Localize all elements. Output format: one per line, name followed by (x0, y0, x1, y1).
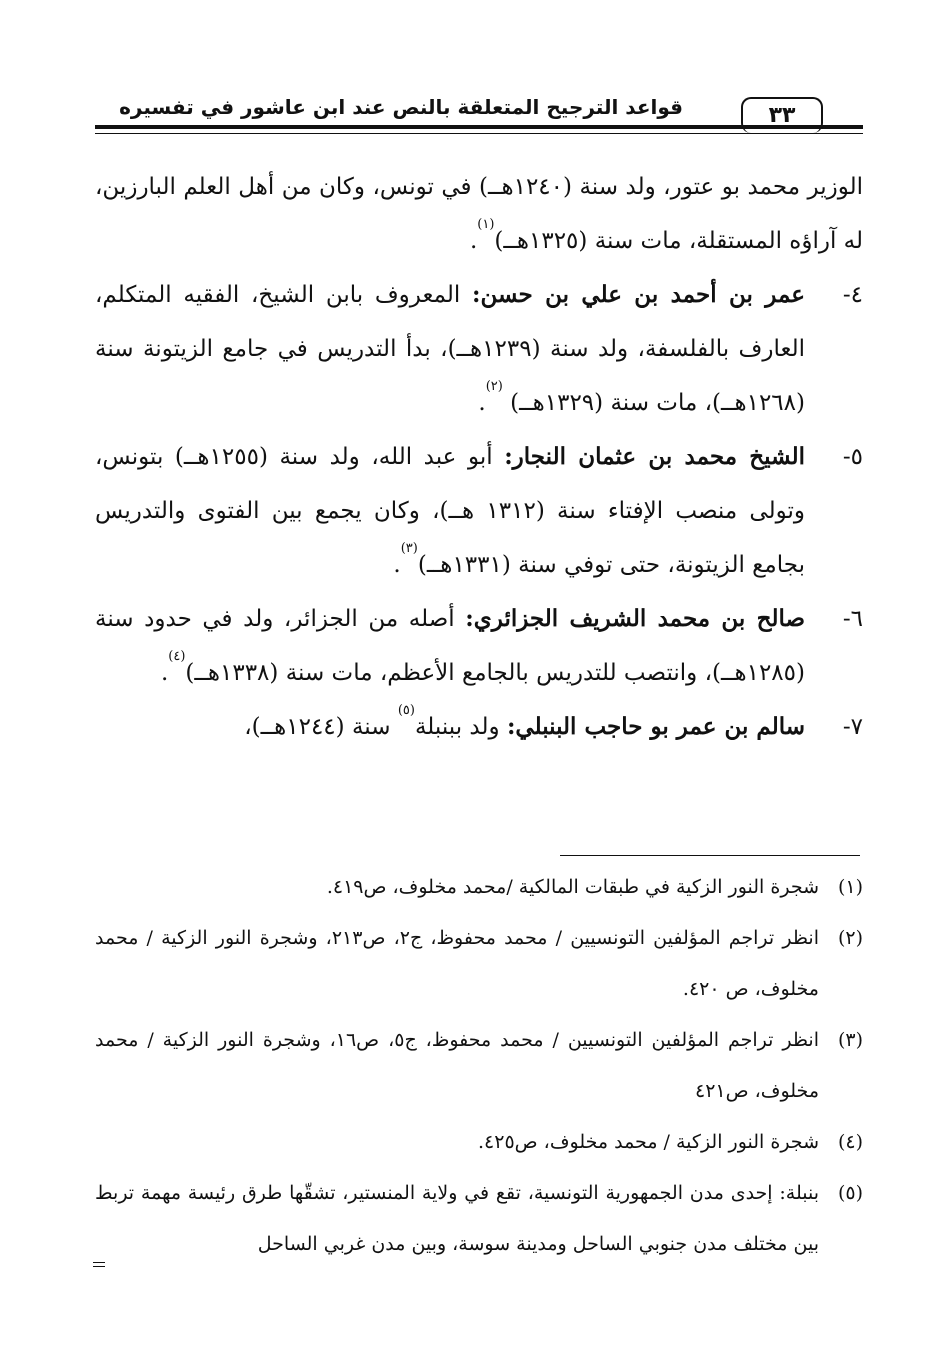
footnote-text: بنبلة: إحدى مدن الجمهورية التونسية، تقع في ولاية المنستير، تشقّها طرق رئيسة مهمة تربط بين مختلف مدن جنوبي الساحل ومدينة سوسة، وبين مدن غربي الساحل (95, 1182, 819, 1255)
entry-number: ٦- (842, 606, 863, 632)
footnote-3 (95, 1015, 863, 1117)
entry-end: . (160, 660, 169, 686)
page-header (95, 95, 863, 155)
entry-text: ولد ببنبلة (414, 714, 507, 740)
footnotes (95, 862, 863, 1270)
footnote-label: (٥) (837, 1182, 863, 1204)
intro-text: الوزير محمد بو عتور، ولد سنة (١٢٤٠هــ) في تونس، وكان من أهل العلم البارزين، له آراؤه المستقلة، مات سنة (١٣٢٥هــ) (95, 174, 863, 254)
footnote-label: (٤) (837, 1131, 863, 1153)
biography-entry-4 (95, 268, 863, 430)
running-title: قواعد الترجيح المتعلقة بالنص عند ابن عاشور في تفسيره (119, 95, 683, 119)
entry-text: المعروف بابن الشيخ، الفقيه المتكلم، العارف بالفلسفة، ولد سنة (١٢٣٩هــ)، بدأ التدريس في جامع الزيتونة سنة (١٢٦٨هــ)، مات سنة (١٣٢٩هــ) (95, 282, 805, 416)
footnote-ref-4[interactable]: (٤) (168, 649, 186, 664)
entry-number: ٧- (842, 714, 863, 740)
continuation-mark (93, 1266, 105, 1267)
footnote-4 (95, 1117, 863, 1168)
entry-name: صالح بن محمد الشريف الجزائري: (465, 605, 806, 632)
entry-text: أصله من الجزائر، ولد في حدود سنة (١٢٨٥هــ)، وانتصب للتدريس بالجامع الأعظم، مات سنة (١٣٣٨هــ) (95, 606, 805, 686)
entry-end: سنة (١٢٤٤هــ)، (244, 714, 398, 740)
header-rule-thin (95, 133, 863, 134)
body-text (95, 160, 863, 754)
footnote-ref-3[interactable]: (٣) (400, 541, 418, 556)
footnote-text: انظر تراجم المؤلفين التونسيين / محمد محفوظ، ج٥، ص١٦، وشجرة النور الزكية / محمد مخلوف، ص٤٢١ (95, 1029, 819, 1102)
entry-number: ٥- (842, 444, 863, 470)
entry-number: ٤- (842, 282, 863, 308)
continuation-mark (93, 1262, 105, 1263)
biography-entry-5 (95, 430, 863, 592)
footnote-ref-1[interactable]: (١) (477, 217, 495, 232)
intro-paragraph (95, 160, 863, 268)
entry-end: . (393, 552, 401, 578)
footnote-label: (٢) (837, 927, 863, 949)
footnote-label: (٣) (837, 1029, 863, 1051)
footnote-text: انظر تراجم المؤلفين التونسيين / محمد محفوظ، ج٢، ص٢١٣، وشجرة النور الزكية / محمد مخلوف، ص ٤٢٠. (95, 927, 819, 1000)
page-number: ٣٣ (741, 97, 823, 133)
footnote-5 (95, 1168, 863, 1270)
entry-end: . (478, 390, 486, 416)
entry-name: عمر بن أحمد بن علي بن حسن: (471, 281, 805, 308)
entry-name: سالم بن عمر بو حاجب البنبلي: (506, 713, 805, 740)
entry-text: أبو عبد الله، ولد سنة (١٢٥٥هــ) بتونس، وتولى منصب الإفتاء سنة (١٣١٢ هــ)، وكان يجمع بين الفتوى والتدريس بجامع الزيتونة، حتى توفي سنة (١٣٣١هــ) (95, 444, 806, 578)
intro-end: . (469, 228, 478, 254)
footnote-separator (560, 855, 860, 856)
footnote-2 (95, 913, 863, 1015)
footnote-ref-2[interactable]: (٢) (485, 379, 503, 394)
footnote-1 (95, 862, 863, 913)
entry-name: الشيخ محمد بن عثمان النجار: (504, 443, 806, 470)
header-rule-thick (95, 125, 863, 129)
footnote-ref-5[interactable]: (٥) (397, 703, 415, 718)
biography-entry-7 (95, 700, 863, 754)
footnote-text: شجرة النور الزكية في طبقات المالكية /محمد مخلوف، ص٤١٩. (326, 876, 819, 898)
biography-entry-6 (95, 592, 863, 700)
footnote-text: شجرة النور الزكية / محمد مخلوف، ص٤٢٥. (478, 1131, 819, 1153)
footnote-label: (١) (837, 876, 863, 898)
